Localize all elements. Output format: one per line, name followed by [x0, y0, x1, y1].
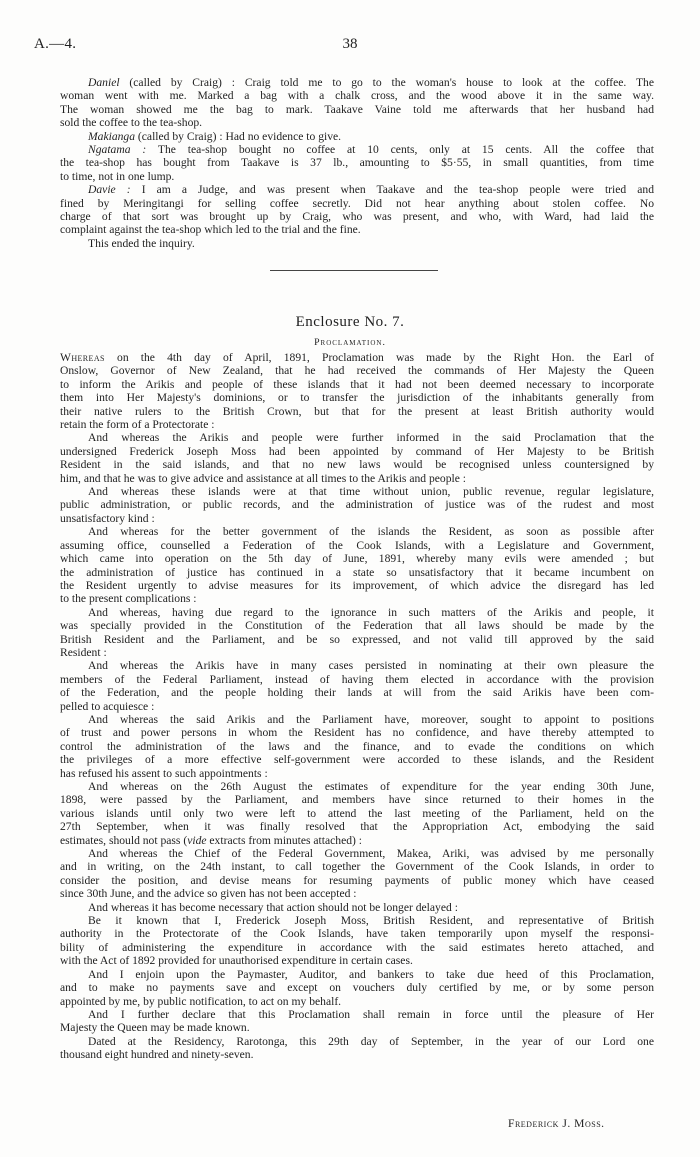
enclosure-subtitle: Proclamation.	[314, 337, 386, 348]
proclamation-line: undersigned Frederick Joseph Moss had been appointed by command of Her Majesty to be British	[60, 444, 654, 458]
proclamation-line: And whereas the Chief of the Federal Government, Makea, Ariki, was advised by me personally	[88, 847, 654, 861]
proclamation-line: and in writing, on the 24th instant, to call together the Government of the Cook Islands, in order to	[60, 860, 654, 874]
proclamation-line: appointed by me, by public notification, to act on my behalf.	[60, 994, 342, 1008]
proclamation-line: And whereas the Arikis and people were further informed in the said Proclamation that the	[88, 431, 654, 445]
testimony-ngatama-line: Ngatama : The tea-shop bought no coffee at 10 cents, only at 15 cents. All the coffee that	[88, 143, 654, 157]
proclamation-line: since 30th June, and the advice so given has not been accepted :	[60, 887, 357, 901]
proclamation-line: British Resident and the Parliament, and be so expressed, and not valid till approved by the said	[60, 632, 654, 646]
proclamation-line: to inform the Arikis and people of these islands that it had not been deemed necessary to incorporate	[60, 377, 654, 391]
proclamation-line: the privileges of a more effective self-government were accorded to these islands, and the Resident	[60, 753, 654, 767]
proclamation-line: bility of administering the expenditure in accordance with the said estimates hereto attached, and	[60, 940, 654, 954]
proclamation-body	[60, 351, 654, 1062]
document-reference: A.—4.	[34, 36, 77, 52]
proclamation-line: estimates, should not pass (vide extracts from minutes attached) :	[60, 833, 363, 847]
speaker-name: Ngatama :	[88, 143, 147, 157]
proclamation-line: assuming office, counselled a Federation of the Cook Islands, with a Legislature and Government,	[60, 538, 654, 552]
testimony-ngatama-line: the tea-shop has bought from Taakave is 37 lb., amounting to $5·55, in small quantities, from time	[60, 156, 654, 170]
proclamation-line: unsatisfactory kind :	[60, 511, 155, 525]
proclamation-line: various islands until only two were left to attend the last meeting of the Parliament, held on the	[60, 806, 654, 820]
proclamation-line: And whereas, having due regard to the ignorance in such matters of the Arikis and people, it	[88, 605, 654, 619]
proclamation-line: 1898, were passed by the Parliament, and members have since returned to their homes in the	[60, 793, 654, 807]
proclamation-opening-word: Whereas	[60, 351, 105, 364]
proclamation-line: their native rulers to the British Crown, but that for the present at least British authority would	[60, 404, 654, 418]
proclamation-line: them into Her Majesty's dominions, or to transfer the jurisdiction of the inhabitants generally from	[60, 391, 654, 405]
proclamation-line: Whereas on the 4th day of April, 1891, Proclamation was made by the Right Hon. the Earl of	[60, 351, 654, 364]
proclamation-line: pelled to acquiesce :	[60, 699, 155, 713]
proclamation-line: Onslow, Governor of New Zealand, that he had received the commands of Her Majesty the Queen	[60, 364, 654, 378]
proclamation-line: thousand eight hundred and ninety-seven.	[60, 1048, 254, 1062]
enclosure-title: Enclosure No. 7.	[295, 314, 405, 330]
signature: Frederick J. Moss.	[508, 1117, 605, 1130]
proclamation-line: Be it known that I, Frederick Joseph Moss, British Resident, and representative of British	[88, 914, 654, 928]
proclamation-line: with the Act of 1892 provided for unauthorised expenditure in certain cases.	[60, 954, 413, 968]
testimony-davie-line: charge of that sort was brought up by Craig, who was present, and who, with Ward, had laid the	[60, 210, 654, 224]
proclamation-line: And I further declare that this Proclamation shall remain in force until the pleasure of Her	[88, 1007, 654, 1021]
speaker-name: Davie :	[88, 183, 131, 197]
proclamation-line: and to make no payments save and except on vouchers duly certified by me, or by some person	[60, 981, 654, 995]
proclamation-line: of the Federation, and the people holding their lands at will from the said Arikis have been com-	[60, 686, 654, 700]
proclamation-line: to the present complications :	[60, 592, 197, 606]
testimony-ngatama-line: to time, not in one lump.	[60, 169, 175, 183]
proclamation-line: Resident :	[60, 645, 107, 659]
testimony-daniel-line: The woman showed me the bag to mark. Taakave Vaine told me afterwards that her husband had	[60, 102, 654, 116]
proclamation-line: members of the Federal Parliament, instead of having them elected in accordance with the provision	[60, 672, 654, 686]
proclamation-line: was specially provided in the Constitution of the Federation that all laws should be made by the	[60, 619, 654, 633]
testimony-daniel-line: sold the coffee to the tea-shop.	[60, 116, 203, 130]
proclamation-line: And whereas these islands were at that time without union, public revenue, regular legislature,	[88, 485, 654, 499]
speaker-name: Daniel	[88, 76, 120, 89]
proclamation-line: And whereas it has become necessary that action should not be longer delayed :	[88, 900, 458, 914]
proclamation-line: the Resident urgently to advise measures for its improvement, of which advice the disregard has led	[60, 578, 654, 592]
testimony-section	[60, 76, 654, 250]
proclamation-line: And I enjoin upon the Paymaster, Auditor, and bankers to take due heed of this Proclamation,	[88, 967, 654, 981]
testimony-davie-line: Davie : I am a Judge, and was present when Taakave and the tea-shop people were tried and	[88, 183, 655, 197]
proclamation-line: authority in the Protectorate of the Cook Islands, have taken temporarily upon myself the responsi-	[60, 927, 654, 941]
proclamation-line: him, and that he was to give advice and assistance at all times to the Arikis and people :	[60, 471, 466, 485]
testimony-makianga-line: Makianga (called by Craig) : Had no evidence to give.	[88, 129, 342, 143]
proclamation-line: 27th September, when it was finally resolved that the Appropriation Act, embodying the said	[60, 820, 654, 834]
proclamation-line: the administration of justice has continued in a state so unsatisfactory that it became incumbent on	[60, 565, 654, 579]
italic-term: vide	[187, 833, 207, 847]
proclamation-line: And whereas for the better government of the islands the Resident, as soon as possible after	[88, 525, 654, 539]
testimony-daniel-line: Daniel (called by Craig) : Craig told me to go to the woman's house to look at the coffee. The	[88, 76, 654, 89]
proclamation-line: Majesty the Queen may be made known.	[60, 1021, 250, 1035]
proclamation-line: And whereas the Arikis have in many cases persisted in nominating at their own pleasure the	[88, 659, 654, 673]
inquiry-closing-line: This ended the inquiry.	[88, 236, 195, 250]
proclamation-line: retain the form of a Protectorate :	[60, 418, 215, 432]
proclamation-line: consider the position, and devise means for resuming payments of public money which have ceased	[60, 873, 654, 887]
proclamation-line: Resident in the said islands, and that no new laws would be recognised unless countersigned by	[60, 458, 654, 472]
proclamation-line: of trust and power persons in whom the Resident has no confidence, and have thereby attempted to	[60, 726, 654, 740]
section-divider	[270, 270, 438, 271]
testimony-davie-line: fined by Meringitangi for selling coffee secretly. Did not hear anything about stolen coffee. No	[60, 196, 654, 210]
proclamation-line: And whereas on the 26th August the estimates of expenditure for the year ending 30th June,	[88, 780, 654, 793]
proclamation-line: which came into operation on the 5th day of June, 1891, whereby many evils were amended ; but	[60, 552, 654, 566]
page-number: 38	[342, 36, 358, 52]
proclamation-line: And whereas the said Arikis and the Parliament have, moreover, sought to appoint to positions	[88, 712, 654, 726]
testimony-davie-line: complaint against the tea-shop which led to the trial and the fine.	[60, 223, 361, 237]
speaker-name: Makianga	[88, 129, 136, 143]
proclamation-line: control the administration of the laws and the finance, and to evade the conditions on which	[60, 739, 654, 753]
proclamation-line: public administration, or public records, and the administration of justice was of the rudest and most	[60, 498, 654, 512]
proclamation-line: Dated at the Residency, Rarotonga, this 29th day of September, in the year of our Lord one	[88, 1034, 654, 1048]
proclamation-line: has refused his assent to such appointments :	[60, 766, 268, 780]
testimony-daniel-line: woman went with me. Marked a bag with a chalk cross, and the wood above it in the same way.	[60, 89, 654, 103]
